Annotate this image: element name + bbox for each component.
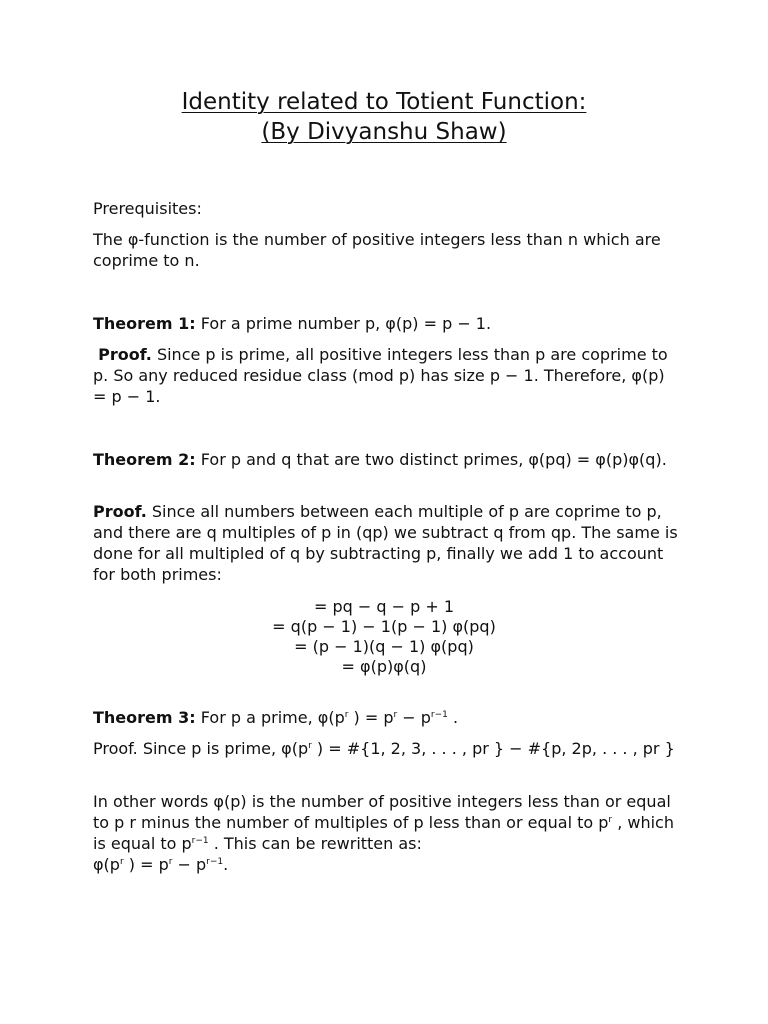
prerequisites-heading: Prerequisites: — [93, 199, 202, 218]
theorem-3-label: Theorem 3: — [93, 708, 196, 727]
theorem-2-proof — [93, 501, 683, 585]
theorem-1 — [93, 313, 683, 334]
equation-line: = (p − 1)(q − 1) φ(pq) — [294, 637, 474, 656]
document-author: (By Divyanshu Shaw) — [261, 119, 507, 145]
theorem-1-label: Theorem 1: — [93, 314, 196, 333]
theorem-3-proof: Proof. Since p is prime, $\varphi(p^r$ ) = #{1, 2, 3, . . . , pr } − #{p, 2p, . . . , pr } — [93, 739, 675, 758]
theorem-2-label: Theorem 2: — [93, 450, 196, 469]
proof-text: Since all numbers between each multiple of p are coprime to p, and there are q multiples of p in (qp) we subtract q from qp. The same is done for all multipled of q by subtracting p, finally we add 1 to account for both primes: — [93, 502, 678, 584]
prerequisites-text: The φ-function is the number of positive integers less than n which are coprime to n. — [93, 230, 661, 270]
theorem-2-statement: For p and q that are two distinct primes, φ(pq) = φ(p)φ(q). — [200, 450, 667, 469]
theorem-1-statement: For a prime number p, φ(p) = p − 1. — [200, 314, 492, 333]
theorem-3-explanation: In other words φ(p) is the number of positive integers less than or equal to p r minus the number of multiples of p less than or equal to $p^r$ , which is equal to $p^{r-1}$ . This can be rewritten as: $\varphi(p^r$ ) = $p^r - p^{r-1}$. — [93, 792, 674, 874]
theorem-3-statement: For p a prime, $\varphi(p^r$ ) = $p^r - p^{r-1}$ . — [200, 708, 459, 727]
proof-label: Proof. — [98, 345, 152, 364]
proof-label: Proof. — [93, 502, 147, 521]
document-title: Identity related to Totient Function: — [181, 89, 587, 115]
equation-line: = q(p − 1) − 1(p − 1) φ(pq) — [272, 617, 496, 636]
equation-line: = φ(p)φ(q) — [341, 657, 427, 676]
theorem-3 — [93, 707, 683, 728]
proof-text: Since p is prime, all positive integers less than p are coprime to p. So any reduced residue class (mod p) has size p − 1. Therefore, φ(p) = p − 1. — [93, 345, 668, 406]
equation-line: = pq − q − p + 1 — [313, 597, 455, 616]
theorem-2 — [93, 449, 683, 470]
theorem-1-proof — [93, 344, 683, 407]
